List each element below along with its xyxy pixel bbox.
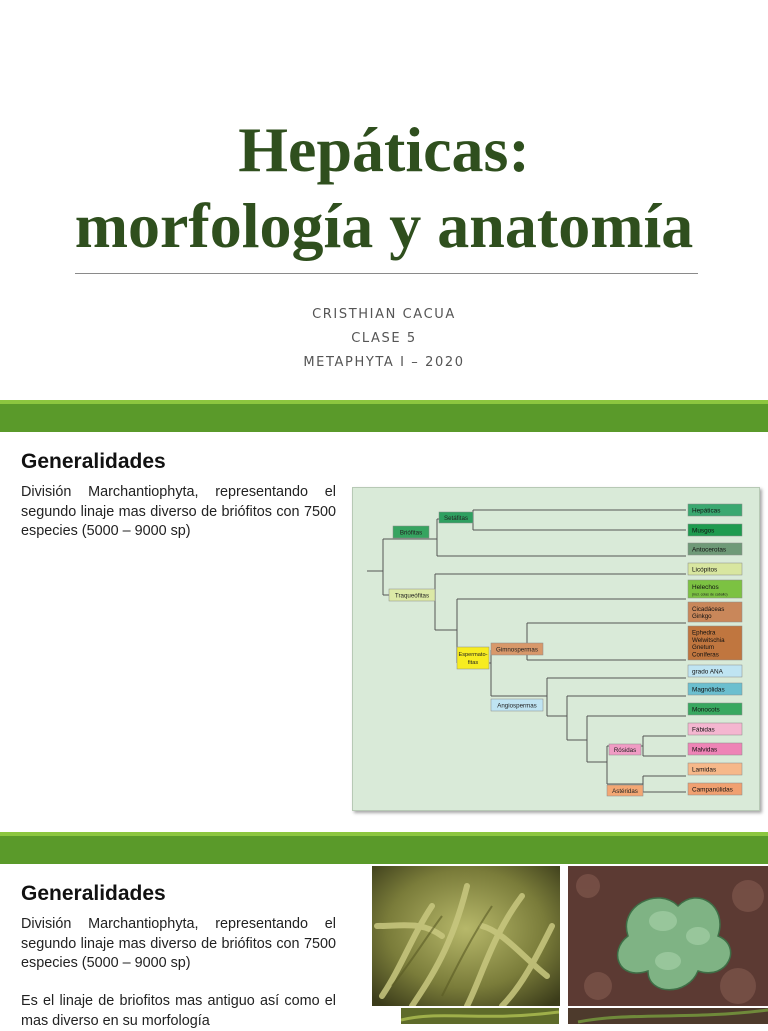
tip-label: Licópitos	[692, 566, 718, 574]
title-divider	[75, 273, 698, 274]
tip-label: grado ANA	[692, 668, 723, 676]
title-line-1: Hepáticas:	[238, 114, 530, 185]
title-line-2: morfología y anatomía	[74, 190, 694, 261]
liverwort-photo-4	[568, 1008, 768, 1024]
tip-label: Helechos	[692, 584, 719, 591]
clade-espermatofitas-label-1: Espermato-	[458, 652, 488, 658]
liverwort-photo-leafy	[372, 866, 560, 1006]
title-slide	[0, 0, 768, 400]
clade-briofitas-label: Briófitas	[399, 529, 423, 537]
slide-paragraph: División Marchantiophyta, representando el segundo linaje mas diverso de briófitos con 7500 especies (5000 – 9000 sp)	[21, 484, 336, 539]
tip-label-line: Ginkgo	[692, 613, 712, 621]
separator-highlight	[0, 400, 768, 404]
author-name: CRISTHIAN CACUA	[312, 307, 456, 322]
tip-label: Musgos	[692, 527, 715, 535]
tip-label: Magnólidas	[692, 686, 725, 694]
clade-angiospermas-label: Angiospermas	[497, 702, 537, 710]
slide-paragraph-1: División Marchantiophyta, representando el segundo linaje mas diverso de briófitos con 7500 especies (5000 – 9000 sp)	[21, 916, 336, 971]
clade-setafitas-label: Setáfitas	[443, 515, 469, 522]
slide-paragraph-2: Es el linaje de briofitos mas antiguo así como el mas diverso en su morfología	[21, 993, 336, 1029]
clade-asteridas-label: Astéridas	[612, 788, 638, 795]
tip-label-line: Ephedra	[692, 629, 716, 637]
liverwort-photo-thallose	[568, 866, 768, 1006]
tip-label-line: Coníferas	[692, 651, 719, 659]
slide-heading-2: Generalidades	[21, 882, 166, 905]
clade-espermatofitas-label-2: fitas	[467, 660, 479, 666]
presentation-title	[0, 112, 768, 264]
course-name: METAPHYTA I – 2020	[303, 355, 465, 370]
tip-label-line: Cicadáceas	[692, 605, 725, 613]
tip-label: Campanúlidas	[692, 786, 733, 794]
liverwort-photo-3	[401, 1008, 559, 1024]
tip-label: Malvidas	[692, 746, 718, 754]
tip-label-line: Welwitschia	[692, 636, 725, 644]
phylogeny-diagram	[352, 487, 760, 811]
class-number: CLASE 5	[351, 331, 417, 346]
clade-gimnospermas-label: Gimnospermas	[496, 646, 538, 654]
slide-separator-band	[0, 400, 768, 432]
tip-label: Hepáticas	[692, 507, 721, 515]
tip-label: Antocerotas	[692, 546, 727, 554]
separator-highlight-2	[0, 832, 768, 836]
clade-rosidas-label: Rósidas	[613, 747, 637, 754]
slide-separator-band-2	[0, 832, 768, 864]
slide-heading: Generalidades	[21, 450, 166, 473]
tip-sublabel: (incl. colas de caballo)	[692, 592, 728, 597]
clade-traqueofitas-label: Traqueófitas	[394, 592, 430, 600]
phylogeny-tree-svg	[353, 488, 759, 810]
tip-label-line: Gnetum	[692, 644, 715, 652]
tip-label: Monocots	[692, 706, 720, 714]
tip-label: Fábidas	[692, 726, 715, 734]
tip-label: Lamidas	[692, 766, 717, 774]
